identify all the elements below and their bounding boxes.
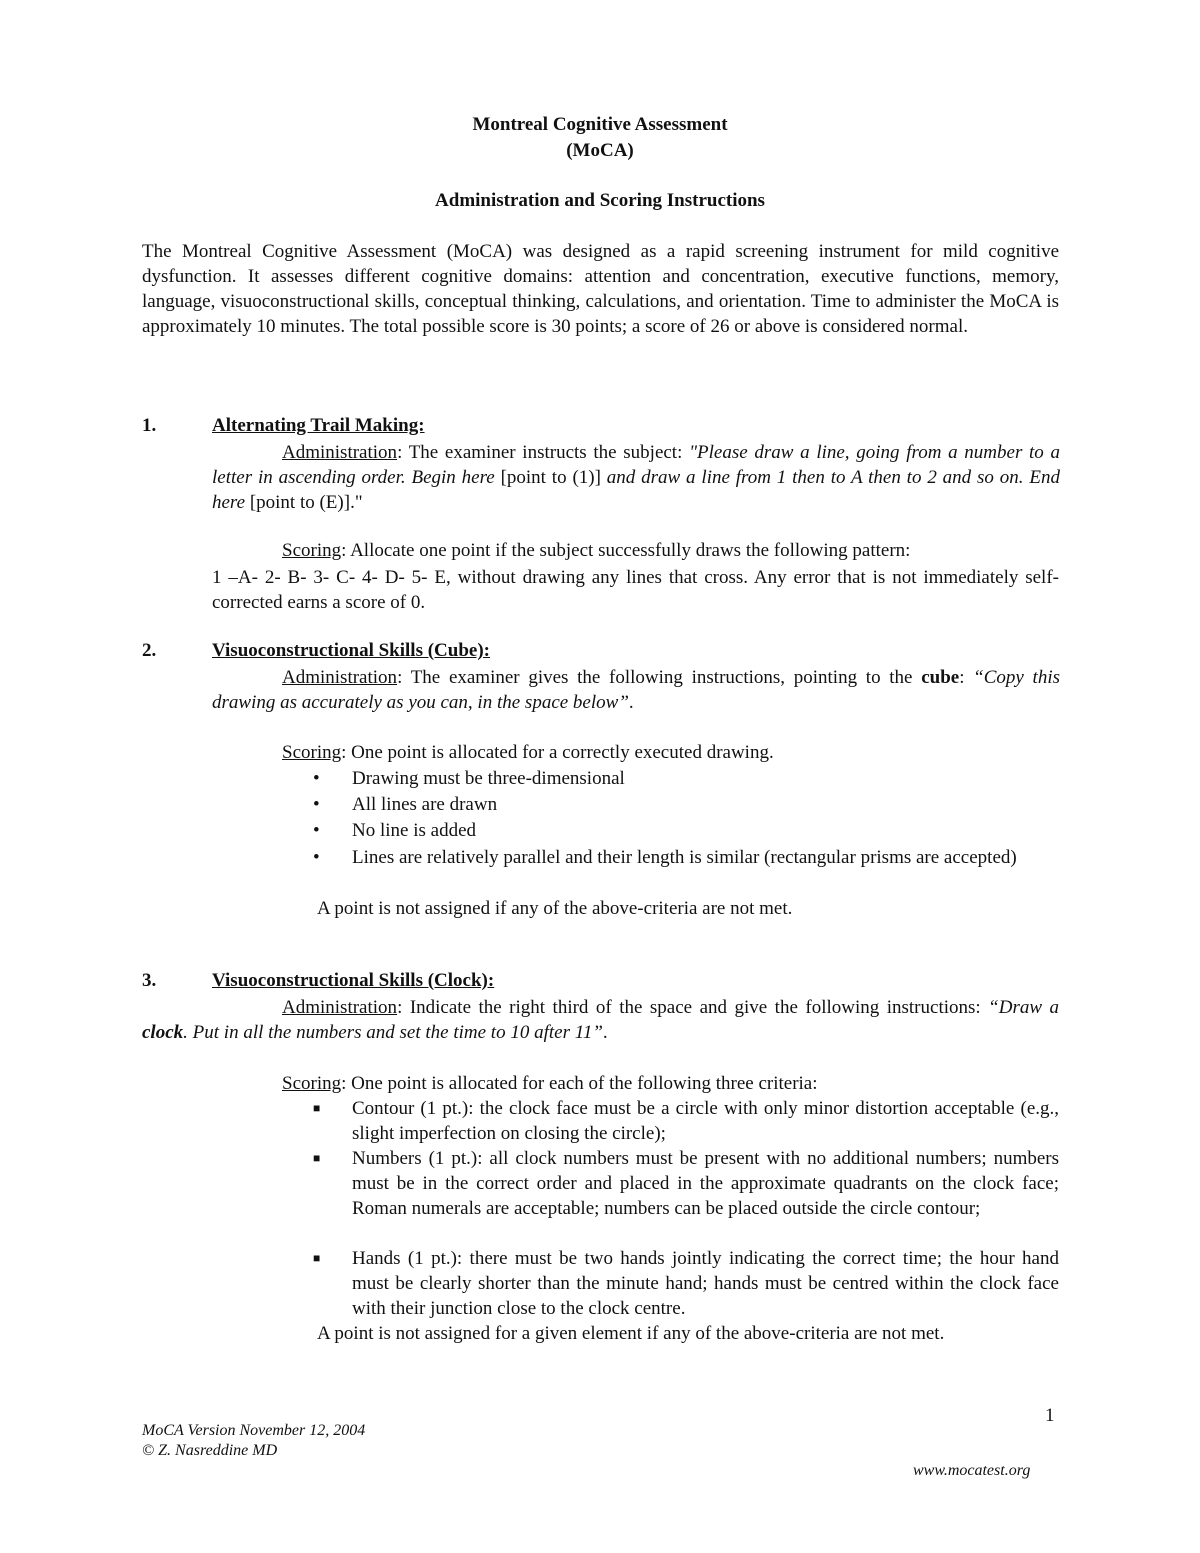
bullet-square-icon: ■ [313, 1251, 321, 1265]
scoring-label: Scoring [282, 742, 342, 763]
section-3-heading: Visuoconstructional Skills (Clock): [212, 970, 495, 991]
section-2-heading: Visuoconstructional Skills (Cube): [212, 640, 490, 661]
document-title: Montreal Cognitive Assessment [472, 114, 728, 135]
bullet-dot-icon: • [313, 794, 320, 815]
website-link[interactable]: www.mocatest.org [913, 1462, 1031, 1479]
section-1-scoring-detail: 1 –A- 2- B- 3- C- 4- D- 5- E, without drawing any lines that cross. Any error that is not immediately self-corrected earns a score of 0. [212, 567, 1059, 613]
scoring-label: Scoring [282, 1073, 342, 1094]
section-1-administration: Administration: The examiner instructs the subject: "Please draw a line, going from a number to a letter in ascending order. Begin here [point to (1)] and draw a line from 1 then to A then to 2 and so on. End here [point to (E)]." [212, 442, 1060, 513]
page-number: 1 [1045, 1405, 1055, 1426]
document-abbreviation: (MoCA) [566, 140, 634, 161]
section-2-number: 2. [142, 640, 157, 661]
bullet-square-icon: ■ [313, 1101, 321, 1115]
section-3-administration: Administration: Indicate the right third of the space and give the following instructions: “Draw a clock. Put in all the numbers and set the time to 10 after 11”. [142, 997, 1059, 1043]
scoring-label: Scoring [282, 540, 342, 561]
document-subtitle: Administration and Scoring Instructions [435, 190, 765, 211]
administration-label: Administration [282, 997, 398, 1018]
clock-criterion: Hands (1 pt.): there must be two hands jointly indicating the correct time; the hour hand must be clearly shorter than the minute hand; hands must be centred within the clock face with their junction close to the clock centre. [352, 1248, 1059, 1319]
bullet-dot-icon: • [313, 847, 320, 868]
clock-criterion: Contour (1 pt.): the clock face must be a circle with only minor distortion acceptable (e.g., slight imperfection on closing the circle); [352, 1098, 1059, 1144]
section-3-note: A point is not assigned for a given element if any of the above-criteria are not met. [317, 1323, 945, 1344]
section-2-administration: Administration: The examiner gives the following instructions, pointing to the cube: “Copy this drawing as accurately as you can, in the space below”. [212, 667, 1060, 713]
cube-criterion: All lines are drawn [352, 794, 498, 815]
section-1-scoring: Scoring: Allocate one point if the subject successfully draws the following pattern: [282, 540, 911, 561]
copyright-note: © Z. Nasreddine MD [142, 1442, 278, 1459]
administration-label: Administration [282, 667, 398, 688]
bullet-dot-icon: • [313, 820, 320, 841]
bullet-square-icon: ■ [313, 1151, 321, 1165]
version-note: MoCA Version November 12, 2004 [142, 1422, 366, 1439]
administration-label: Administration [282, 442, 398, 463]
section-1-heading: Alternating Trail Making: [212, 415, 425, 436]
section-1-number: 1. [142, 415, 157, 436]
section-3-scoring: Scoring: One point is allocated for each of the following three criteria: [282, 1073, 818, 1094]
intro-paragraph: The Montreal Cognitive Assessment (MoCA) was designed as a rapid screening instrument for mild cognitive dysfunction. It assesses different cognitive domains: attention and concentration, executive functions, memory, language, visuoconstructional skills, conceptual thinking, calculations, and orientation. Time to administer the MoCA is approximately 10 minutes. The total possible score is 30 points; a score of 26 or above is considered normal. [142, 241, 1059, 337]
section-3-number: 3. [142, 970, 157, 991]
section-2-scoring: Scoring: One point is allocated for a correctly executed drawing. [282, 742, 774, 763]
section-2-note: A point is not assigned if any of the above-criteria are not met. [317, 898, 793, 919]
bullet-dot-icon: • [313, 768, 320, 789]
clock-criterion: Numbers (1 pt.): all clock numbers must be present with no additional numbers; numbers must be in the correct order and placed in the approximate quadrants on the clock face; Roman numerals are acceptable; numbers can be placed outside the circle contour; [352, 1148, 1059, 1219]
cube-criterion: No line is added [352, 820, 477, 841]
cube-criterion: Drawing must be three-dimensional [352, 768, 625, 789]
cube-criterion: Lines are relatively parallel and their length is similar (rectangular prisms are accepted) [352, 847, 1017, 868]
